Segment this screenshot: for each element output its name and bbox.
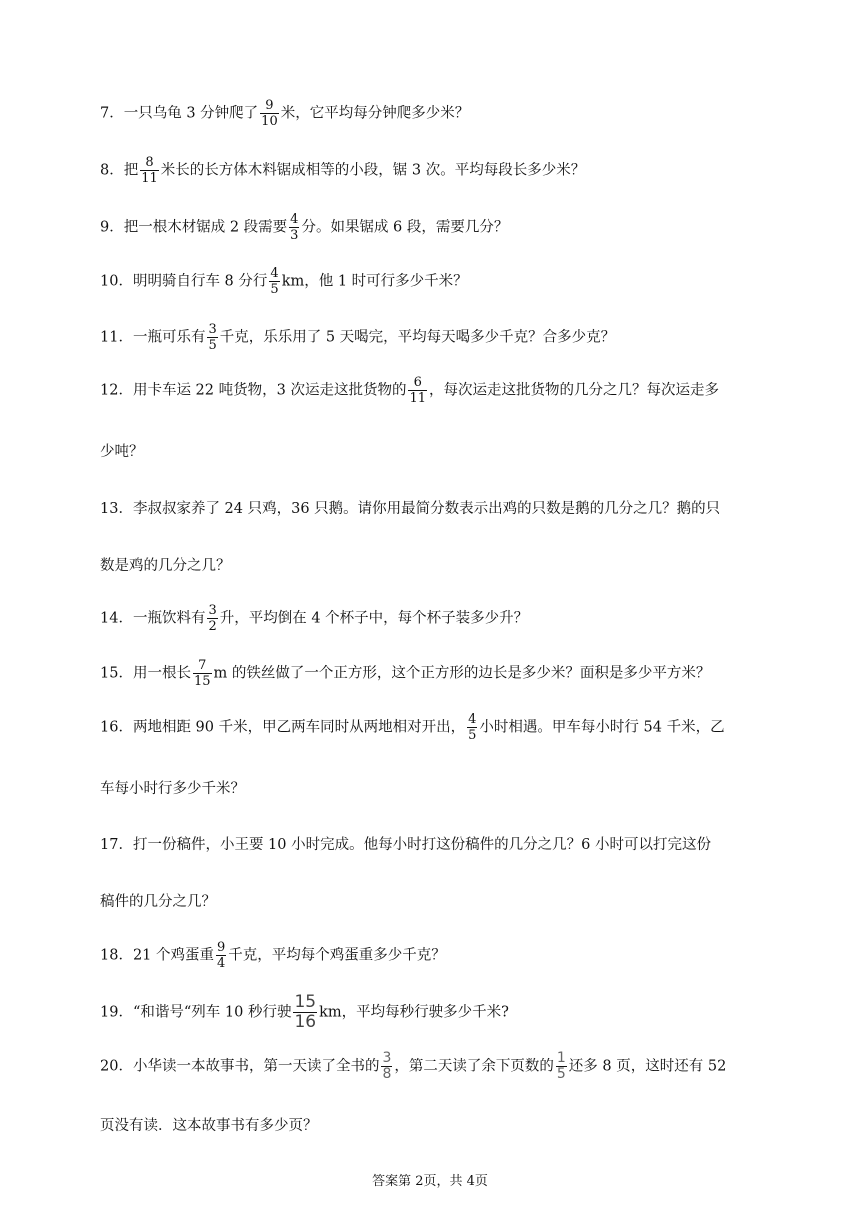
question-9: 9．把一根木材锯成 2 段需要 $\frac{4}{3}$ 分。如果锯成 6 段，需要几分？ — [100, 212, 509, 243]
question-13-continued: 数是鸡的几分之几？ — [100, 558, 231, 574]
question-8: 8．把 $\frac{8}{11}$ 米长的长方体木料锯成相等的小段，锯 3 次。平均每段长多少米？ — [100, 155, 586, 186]
question-16: 16．两地相距 90 千米，甲乙两车同时从两地相对开出， $\frac{4}{5}$ 小时相遇。甲车每小时行 54 千米，乙 — [100, 712, 725, 743]
fraction: $\frac{7}{15}$ — [193, 658, 211, 689]
fraction: $\frac{3}{2}$ — [208, 603, 217, 634]
fraction: $\frac{3}{8}$ — [382, 1050, 392, 1082]
question-19: 19．“和谐号“列车 10 秒行驶 $\frac{15}{16}$ km，平均每秒行驶多少千米? — [100, 992, 509, 1032]
fraction: $\frac{15}{16}$ — [294, 992, 317, 1032]
question-12: 12．用卡车运 22 吨货物，3 次运走这批货物的 $\frac{6}{11}$ ，每次运走这批货物的几分之几？每次运走多 — [100, 375, 719, 406]
question-12-continued: 少吨？ — [100, 444, 144, 460]
fraction: $\frac{9}{4}$ — [217, 940, 226, 971]
fraction: $\frac{6}{11}$ — [409, 375, 426, 406]
fraction: $\frac{1}{5}$ — [556, 1050, 566, 1082]
question-17: 17．打一份稿件，小王要 10 小时完成。他每小时打这份稿件的几分之几？6 小时可以打完这份 — [100, 837, 711, 853]
question-7: 7．一只乌龟 3 分钟爬了 $\frac{9}{10}$ 米，它平均每分钟爬多少米？ — [100, 98, 470, 129]
fraction: $\frac{9}{10}$ — [261, 98, 278, 129]
question-10: 10．明明骑自行车 8 分行 $\frac{4}{5}$ km，他 1 时可行多少千米？ — [100, 266, 468, 297]
question-20-continued: 页没有读．这本故事书有多少页？ — [100, 1118, 318, 1134]
question-15: 15．用一根长 $\frac{7}{15}$ m 的铁丝做了一个正方形，这个正方形的边长是多少米？面积是多少平方米？ — [100, 658, 711, 689]
fraction: $\frac{4}{3}$ — [290, 212, 299, 243]
fraction: $\frac{4}{5}$ — [468, 712, 477, 743]
fraction: $\frac{4}{5}$ — [270, 266, 279, 297]
question-17-continued: 稿件的几分之几？ — [100, 894, 216, 910]
page-footer: 答案第 2页，共 4页 — [372, 1174, 488, 1189]
question-16-continued: 车每小时行多少千米？ — [100, 781, 245, 797]
question-18: 18．21 个鸡蛋重 $\frac{9}{4}$ 千克，平均每个鸡蛋重多少千克？ — [100, 940, 446, 971]
question-11: 11．一瓶可乐有 $\frac{3}{5}$ 千克，乐乐用了 5 天喝完，平均每天喝多少千克？合多少克？ — [100, 322, 616, 353]
fraction: $\frac{3}{5}$ — [208, 322, 217, 353]
fraction: $\frac{8}{11}$ — [141, 155, 158, 186]
question-14: 14．一瓶饮料有 $\frac{3}{2}$ 升，平均倒在 4 个杯子中，每个杯子装多少升？ — [100, 603, 529, 634]
question-20: 20．小华读一本故事书，第一天读了全书的 $\frac{3}{8}$ ，第二天读了余下页数的 $\frac{1}{5}$ 还多 8 页，这时还有 52 — [100, 1050, 727, 1082]
question-13: 13．李叔叔家养了 24 只鸡，36 只鹅。请你用最简分数表示出鸡的只数是鹅的几分之几？鹅的只 — [100, 501, 721, 517]
